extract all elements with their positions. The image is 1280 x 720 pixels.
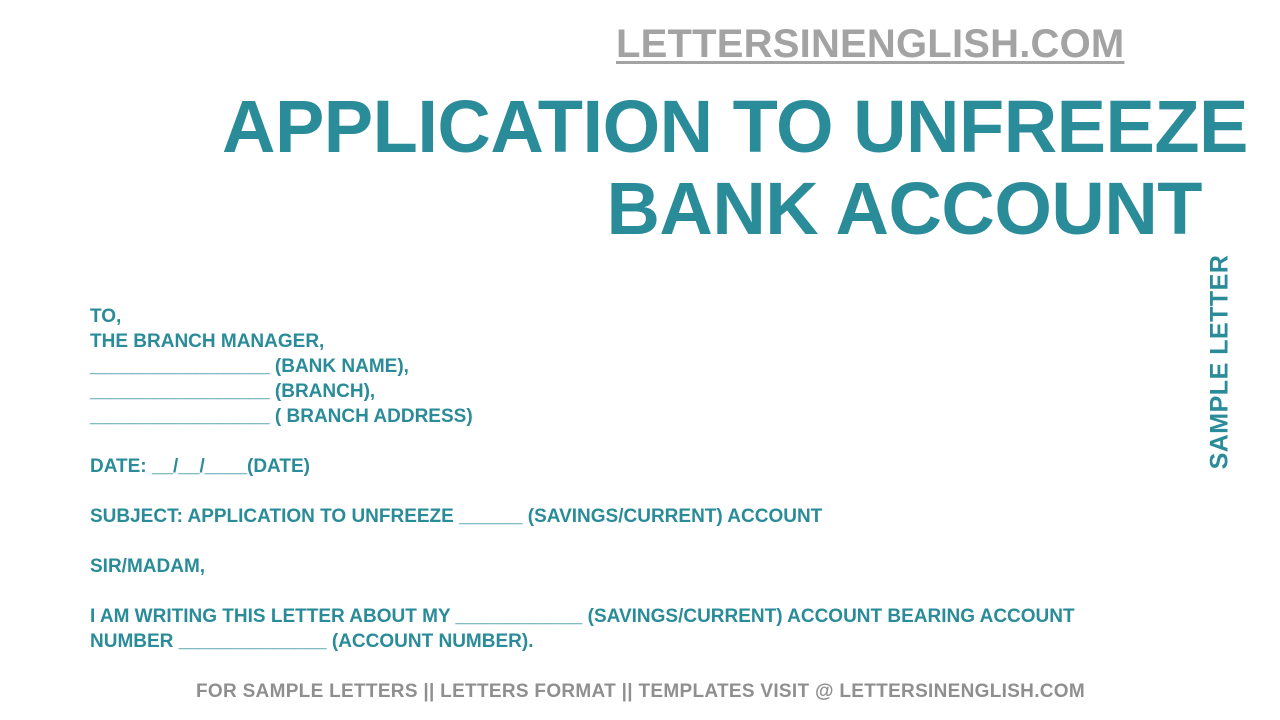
page-title — [222, 85, 1248, 250]
letter-bank-name: _________________ (BANK NAME), — [90, 356, 409, 377]
spacer — [90, 579, 1180, 604]
spacer — [90, 529, 1180, 554]
letter-branch-address: _________________ ( BRANCH ADDRESS) — [90, 406, 473, 427]
letter-body-line-2: NUMBER ______________ (ACCOUNT NUMBER). — [90, 631, 534, 652]
letter-date: DATE: __/__/____(DATE) — [90, 456, 310, 477]
letter-to: TO, — [90, 306, 122, 327]
sample-letter-label: SAMPLE LETTER — [1205, 254, 1234, 470]
title-line-1: APPLICATION TO UNFREEZE — [222, 85, 1248, 168]
spacer — [90, 479, 1180, 504]
letter-branch: _________________ (BRANCH), — [90, 381, 376, 402]
letter-body — [90, 304, 1180, 654]
spacer — [90, 429, 1180, 454]
site-url-link[interactable]: LETTERSINENGLISH.COM — [616, 22, 1125, 66]
letter-body-line-1: I AM WRITING THIS LETTER ABOUT MY ____________ (SAVINGS/CURRENT) ACCOUNT BEARING ACCOUNT — [90, 606, 1075, 627]
title-line-2: BANK ACCOUNT — [606, 167, 1202, 250]
letter-recipient: THE BRANCH MANAGER, — [90, 331, 325, 352]
letter-salutation: SIR/MADAM, — [90, 556, 206, 577]
footer-text: FOR SAMPLE LETTERS || LETTERS FORMAT || TEMPLATES VISIT @ LETTERSINENGLISH.COM — [196, 681, 1085, 702]
letter-subject: SUBJECT: APPLICATION TO UNFREEZE ______ (SAVINGS/CURRENT) ACCOUNT — [90, 506, 823, 527]
